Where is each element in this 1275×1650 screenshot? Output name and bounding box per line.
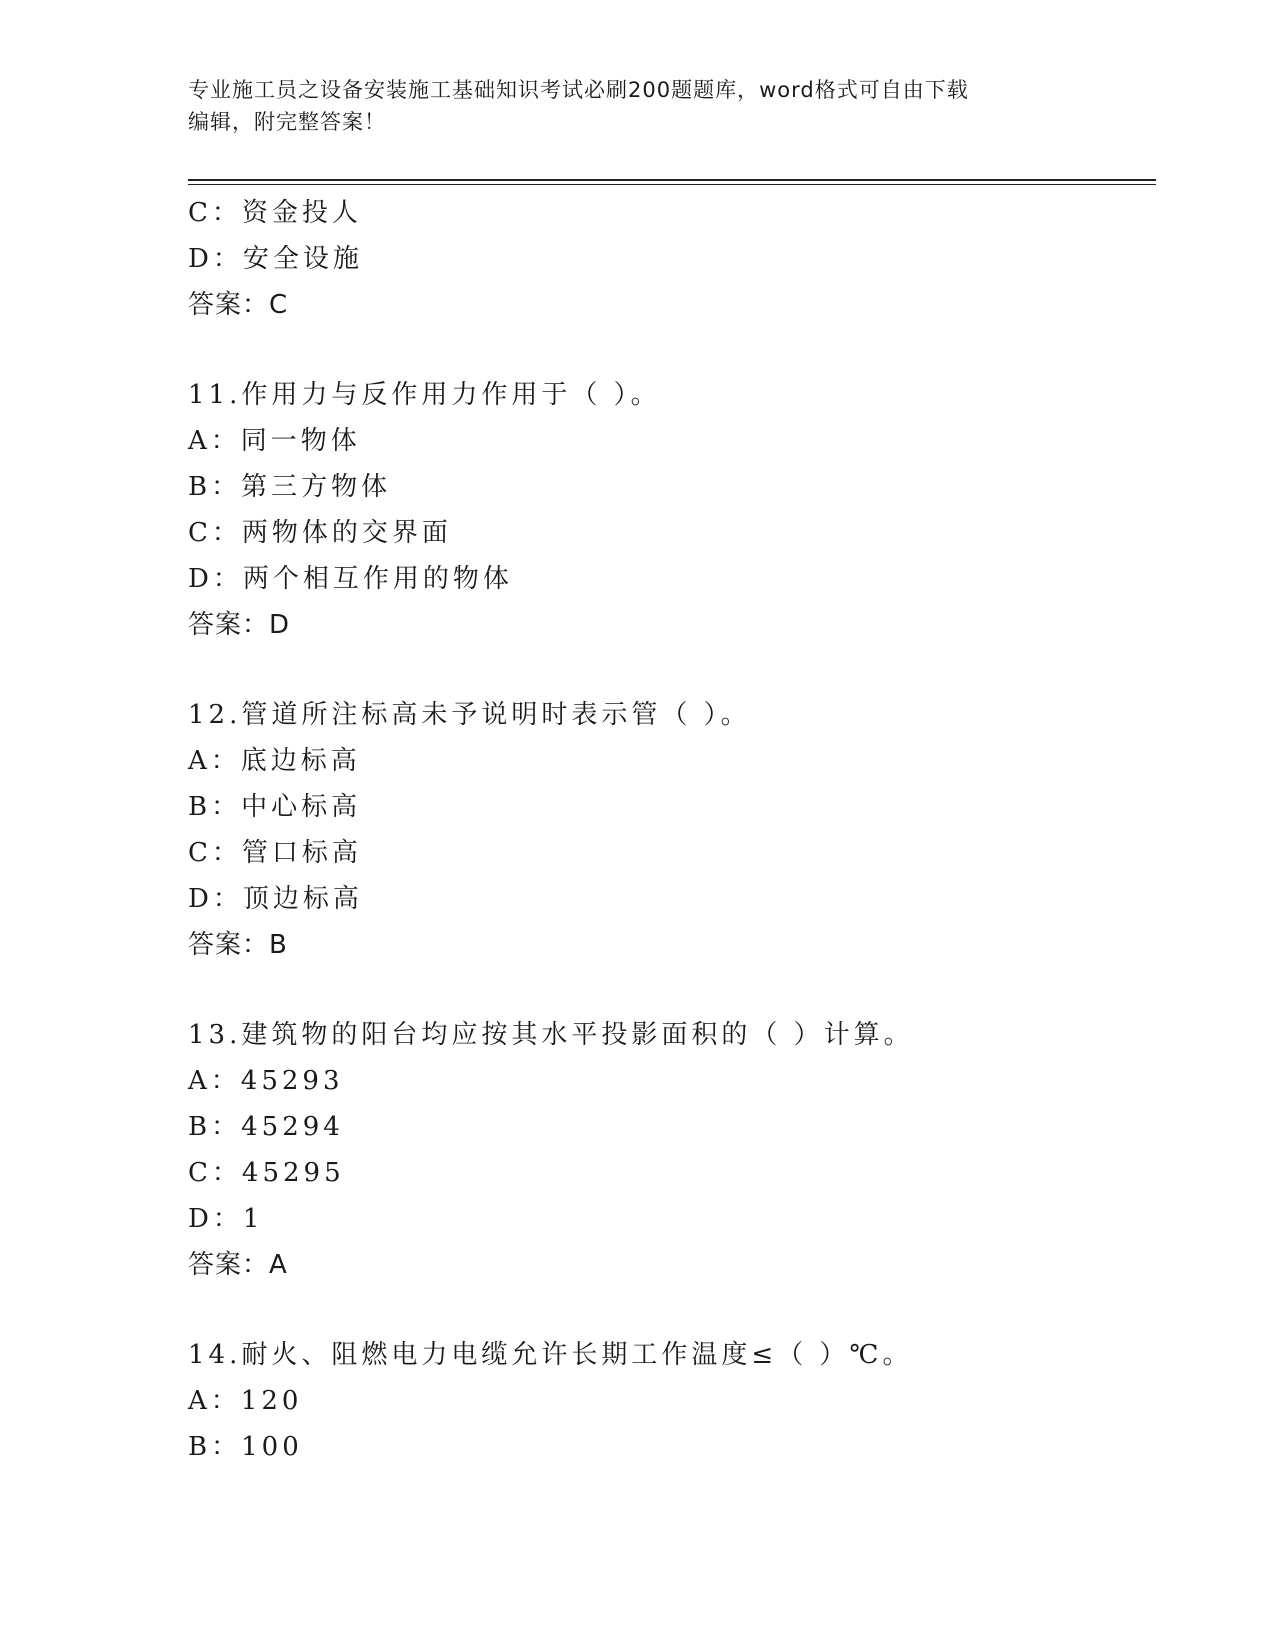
option-label: B： <box>188 1112 242 1142</box>
option-row <box>188 418 1148 464</box>
option-row <box>188 1104 1148 1150</box>
option-text: 中心标高 <box>241 792 362 822</box>
option-text: 120 <box>240 1386 303 1416</box>
option-row <box>188 830 1148 876</box>
option-label: C： <box>188 518 242 548</box>
option-label: B： <box>188 472 242 502</box>
question-stem: 11.作用力与反作用力作用于（ ）。 <box>188 380 661 410</box>
option-text: 两个相互作用的物体 <box>242 564 513 594</box>
answer-line: 答案：D <box>188 610 291 640</box>
option-text: 45294 <box>241 1112 344 1142</box>
option-row <box>188 738 1148 784</box>
carryover-block <box>188 190 1148 328</box>
option-label: C： <box>188 198 242 228</box>
option-text: 第三方物体 <box>241 472 392 502</box>
option-text: 顶边标高 <box>242 884 363 914</box>
option-label: A： <box>188 746 241 776</box>
option-row <box>188 1424 1148 1470</box>
option-text: 45293 <box>240 1066 344 1096</box>
option-row <box>188 1058 1148 1104</box>
question-12 <box>188 692 1148 968</box>
option-label: A： <box>188 1386 241 1416</box>
option-row <box>188 510 1148 556</box>
answer-line: 答案：B <box>188 930 288 960</box>
option-row <box>188 464 1148 510</box>
option-row <box>188 1196 1148 1242</box>
question-11 <box>188 372 1148 648</box>
option-label: D： <box>188 244 243 274</box>
option-text: 安全设施 <box>242 244 363 274</box>
option-label: C： <box>188 1158 242 1188</box>
option-text: 45295 <box>241 1158 345 1188</box>
option-row <box>188 876 1148 922</box>
question-stem: 14.耐火、阻燃电力电缆允许长期工作温度≤（ ）℃。 <box>188 1340 913 1370</box>
option-label: D： <box>188 1204 243 1234</box>
option-label: D： <box>188 884 243 914</box>
question-14 <box>188 1332 1148 1470</box>
answer-line: 答案：A <box>188 1250 288 1280</box>
option-text: 资金投人 <box>241 198 362 228</box>
question-stem: 12.管道所注标高未予说明时表示管（ ）。 <box>188 700 751 730</box>
option-text: 底边标高 <box>240 746 361 776</box>
header-divider-thick <box>188 179 1156 181</box>
answer-line: 答案：C <box>188 290 289 320</box>
option-row <box>188 1378 1148 1424</box>
option-text: 管口标高 <box>241 838 362 868</box>
option-row <box>188 190 1148 236</box>
option-label: B： <box>188 1432 242 1462</box>
option-row <box>188 1150 1148 1196</box>
question-content <box>188 190 1148 1470</box>
option-label: B： <box>188 792 242 822</box>
option-text: 两物体的交界面 <box>241 518 452 548</box>
document-header <box>188 74 1088 138</box>
question-13 <box>188 1012 1148 1288</box>
option-row <box>188 784 1148 830</box>
header-divider-thin <box>188 184 1156 185</box>
option-label: D： <box>188 564 243 594</box>
header-title-line-2: 编辑，附完整答案！ <box>188 110 386 134</box>
option-text: 100 <box>241 1432 303 1462</box>
option-label: A： <box>188 426 241 456</box>
question-stem: 13.建筑物的阳台均应按其水平投影面积的（ ）计算。 <box>188 1020 914 1050</box>
option-row <box>188 236 1148 282</box>
option-label: A： <box>188 1066 241 1096</box>
option-text: 1 <box>242 1204 264 1234</box>
option-label: C： <box>188 838 242 868</box>
option-row <box>188 556 1148 602</box>
header-title-line-1: 专业施工员之设备安装施工基础知识考试必刷200题题库，word格式可自由下载 <box>188 78 969 102</box>
option-text: 同一物体 <box>240 426 361 456</box>
